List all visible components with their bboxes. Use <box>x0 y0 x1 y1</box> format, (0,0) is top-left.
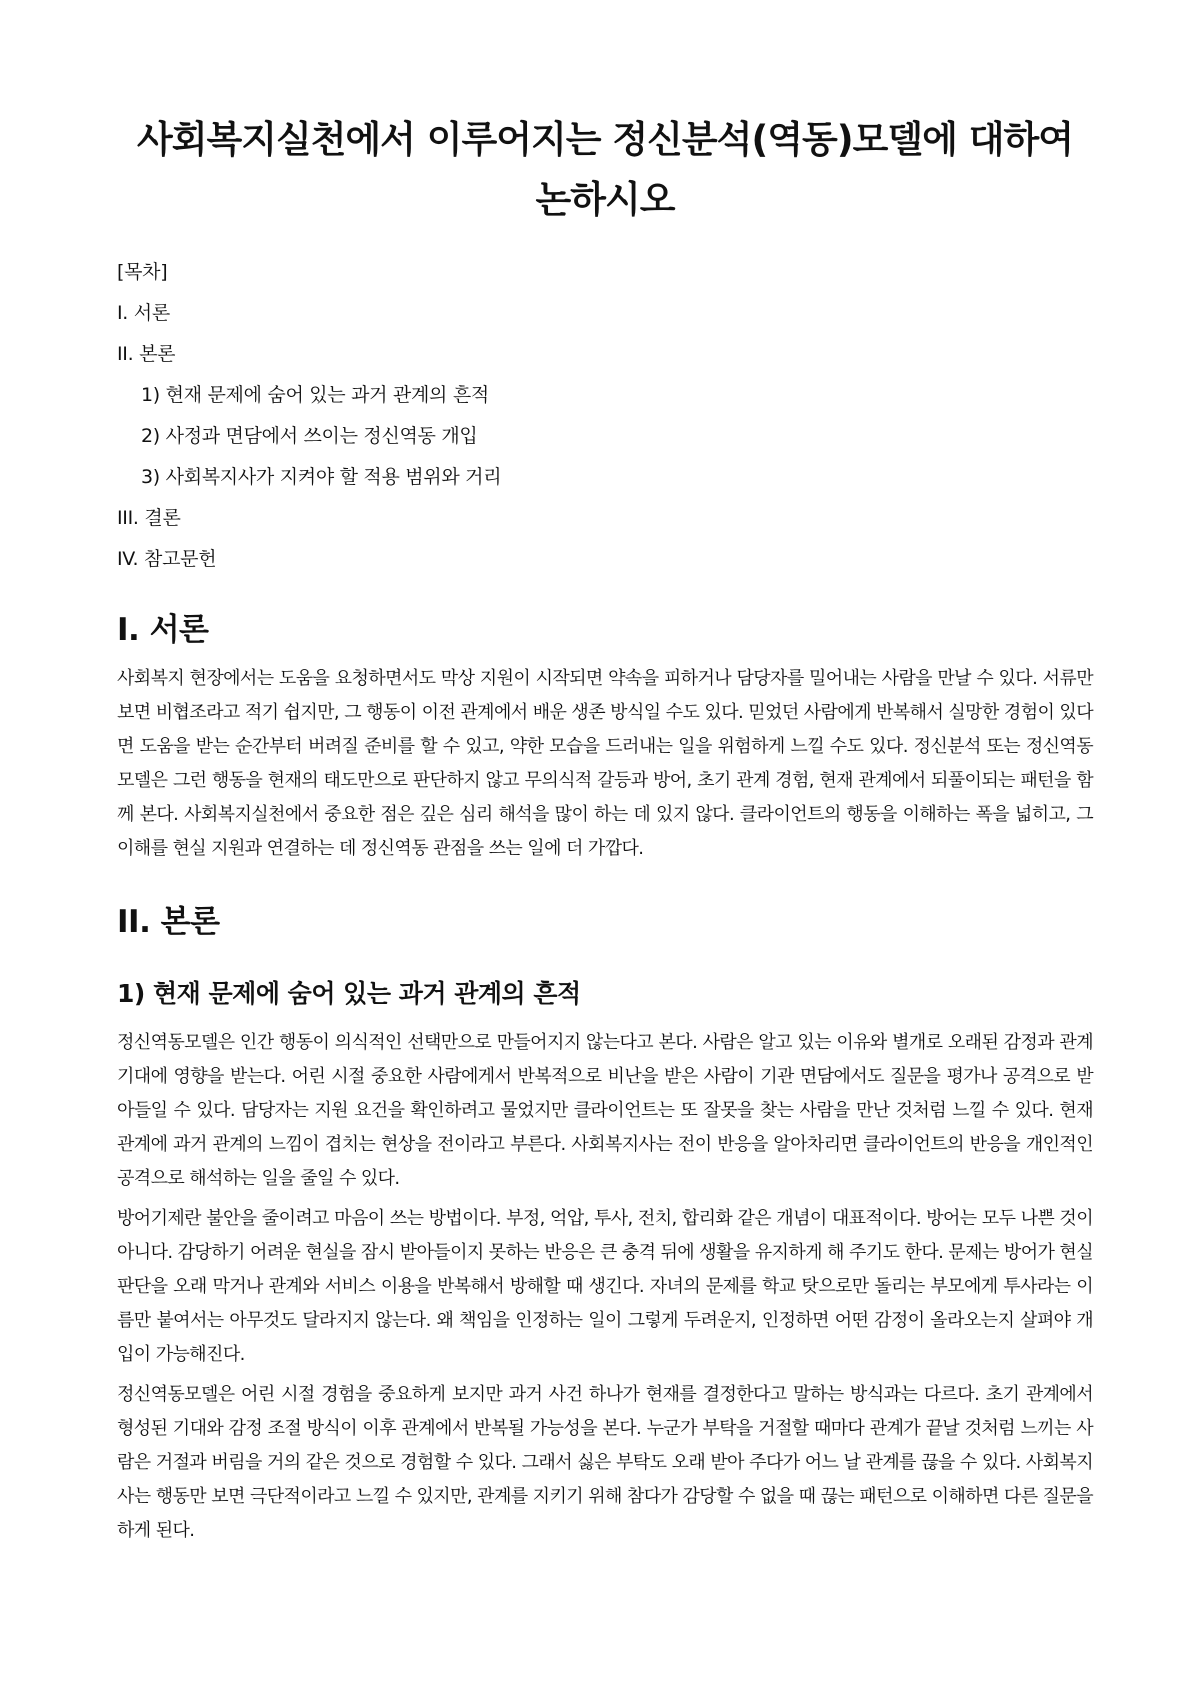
body-paragraph: 정신역동모델은 어린 시절 경험을 중요하게 보지만 과거 사건 하나가 현재를 결정한다고 말하는 방식과는 다르다. 초기 관계에서 형성된 기대와 감정 조절 방식이 이후 관계에서 반복될 가능성을 본다. 누군가 부탁을 거절할 때마다 관계가 끝날 것처럼 느끼는 사람은 거절과 버림을 거의 같은 것으로 경험할 수 있다. 그래서 싫은 부탁도 오래 받아 주다가 어느 날 관계를 끊을 수 있다. 사회복지사는 행동만 보면 극단적이라고 느낄 수 있지만, 관계를 지키기 위해 참다가 감당할 수 없을 때 끊는 패턴으로 이해하면 다른 질문을 하게 된다. <box>117 1384 1093 1541</box>
section-heading-intro: I. 서론 <box>117 612 209 648</box>
toc-item-body: II. 본론 <box>117 343 176 365</box>
toc-item-body-1: 1) 현재 문제에 숨어 있는 과거 관계의 흔적 <box>141 384 489 406</box>
toc-item-intro: I. 서론 <box>117 302 170 324</box>
section-heading-body: II. 본론 <box>117 904 220 940</box>
document-page <box>117 110 1093 1554</box>
toc-heading: [목차] <box>117 261 168 283</box>
intro-paragraph: 사회복지 현장에서는 도움을 요청하면서도 막상 지원이 시작되면 약속을 피하거나 담당자를 밀어내는 사람을 만날 수 있다. 서류만 보면 비협조라고 적기 쉽지만, 그 행동이 이전 관계에서 배운 생존 방식일 수도 있다. 믿었던 사람에게 반복해서 실망한 경험이 있다면 도움을 받는 순간부터 버려질 준비를 할 수 있고, 약한 모습을 드러내는 일을 위험하게 느낄 수도 있다. 정신분석 또는 정신역동모델은 그런 행동을 현재의 태도만으로 판단하지 않고 무의식적 갈등과 방어, 초기 관계 경험, 현재 관계에서 되풀이되는 패턴을 함께 본다. 사회복지실천에서 중요한 점은 깊은 심리 해석을 많이 하는 데 있지 않다. 클라이언트의 행동을 이해하는 폭을 넓히고, 그 이해를 현실 지원과 연결하는 데 정신역동 관점을 쓰는 일에 더 가깝다. <box>117 668 1093 859</box>
toc-item-conclusion: III. 결론 <box>117 507 181 529</box>
toc-item-body-3: 3) 사회복지사가 지켜야 할 적용 범위와 거리 <box>141 466 502 488</box>
toc-item-references: IV. 참고문헌 <box>117 548 217 570</box>
subsection-heading-1: 1) 현재 문제에 숨어 있는 과거 관계의 흔적 <box>117 979 581 1008</box>
document-title: 사회복지실천에서 이루어지는 정신분석(역동)모델에 대하여 논하시오 <box>136 118 1073 221</box>
body-paragraph: 방어기제란 불안을 줄이려고 마음이 쓰는 방법이다. 부정, 억압, 투사, 전치, 합리화 같은 개념이 대표적이다. 방어는 모두 나쁜 것이 아니다. 감당하기 어려운 현실을 잠시 받아들이지 못하는 반응은 큰 충격 뒤에 생활을 유지하게 해 주기도 한다. 문제는 방어가 현실 판단을 오래 막거나 관계와 서비스 이용을 반복해서 방해할 때 생긴다. 자녀의 문제를 학교 탓으로만 돌리는 부모에게 투사라는 이름만 붙여서는 아무것도 달라지지 않는다. 왜 책임을 인정하는 일이 그렇게 두려운지, 인정하면 어떤 감정이 올라오는지 살펴야 개입이 가능해진다. <box>117 1208 1093 1365</box>
body-paragraph: 정신역동모델은 인간 행동이 의식적인 선택만으로 만들어지지 않는다고 본다. 사람은 알고 있는 이유와 별개로 오래된 감정과 관계 기대에 영향을 받는다. 어린 시절 중요한 사람에게서 반복적으로 비난을 받은 사람이 기관 면담에서도 질문을 평가나 공격으로 받아들일 수 있다. 담당자는 지원 요건을 확인하려고 물었지만 클라이언트는 또 잘못을 찾는 사람을 만난 것처럼 느낄 수 있다. 현재 관계에 과거 관계의 느낌이 겹치는 현상을 전이라고 부른다. 사회복지사는 전이 반응을 알아차리면 클라이언트의 반응을 개인적인 공격으로 해석하는 일을 줄일 수 있다. <box>117 1032 1093 1189</box>
toc-item-body-2: 2) 사정과 면담에서 쓰이는 정신역동 개입 <box>141 425 478 447</box>
table-of-contents <box>117 252 1093 580</box>
